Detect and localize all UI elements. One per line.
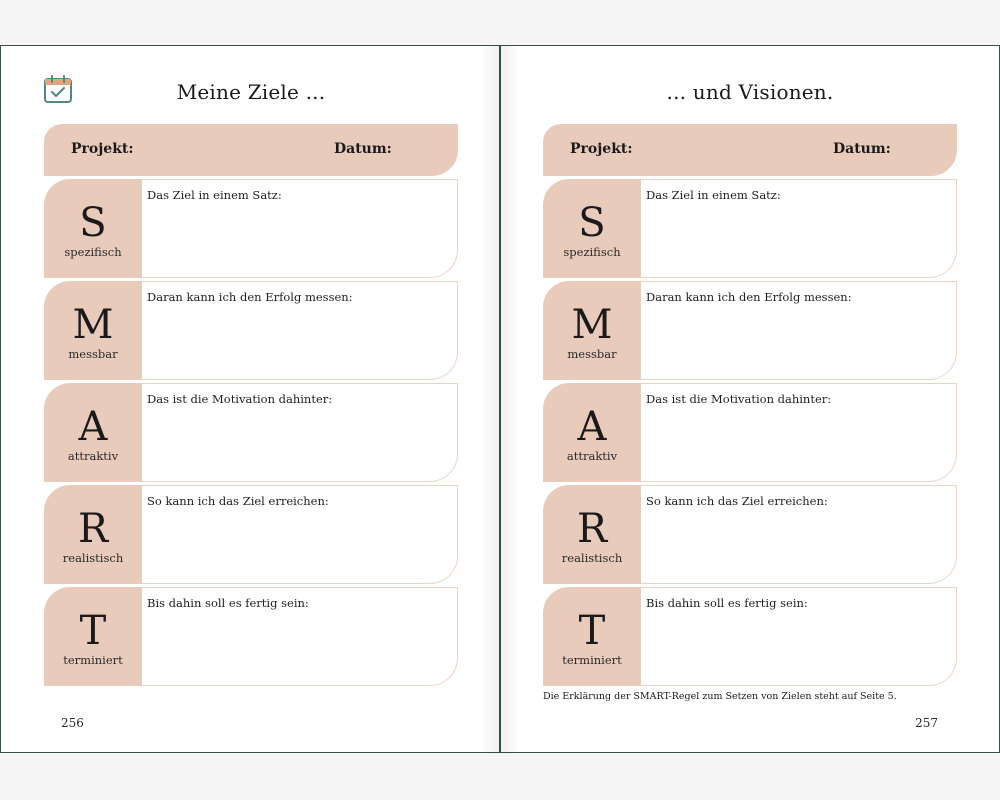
smart-letter: M <box>72 302 114 348</box>
smart-row-t <box>44 587 458 686</box>
smart-word: terminiert <box>63 653 123 667</box>
letter-box <box>543 281 641 380</box>
project-date-header <box>44 124 458 176</box>
field-prompt: Bis dahin soll es fertig sein: <box>147 596 309 610</box>
smart-row-r <box>44 485 458 584</box>
goal-sentence-field[interactable] <box>142 179 458 278</box>
success-measure-field[interactable] <box>142 281 458 380</box>
page-title: Meine Ziele ... <box>176 80 326 104</box>
smart-row-t <box>543 587 957 686</box>
smart-word: messbar <box>68 347 118 361</box>
right-page <box>500 45 1000 753</box>
date-label: Datum: <box>833 141 891 157</box>
smart-letter: M <box>571 302 613 348</box>
smart-word: realistisch <box>62 551 124 565</box>
achievement-plan-field[interactable] <box>142 485 458 584</box>
smart-letter: S <box>79 200 107 246</box>
field-prompt: So kann ich das Ziel erreichen: <box>147 494 329 508</box>
letter-box <box>543 485 641 584</box>
smart-letter: R <box>77 506 109 552</box>
book-spine <box>499 45 501 753</box>
left-page <box>0 45 500 753</box>
date-label: Datum: <box>334 141 392 157</box>
letter-box <box>543 179 641 278</box>
smart-letter: R <box>576 506 608 552</box>
field-prompt: Daran kann ich den Erfolg messen: <box>147 290 353 304</box>
motivation-field[interactable] <box>142 383 458 482</box>
field-prompt: Bis dahin soll es fertig sein: <box>646 596 808 610</box>
field-prompt: Das ist die Motivation dahinter: <box>646 392 832 406</box>
field-prompt: So kann ich das Ziel erreichen: <box>646 494 828 508</box>
smart-row-a <box>44 383 458 482</box>
page-number: 257 <box>915 716 938 730</box>
smart-word: attraktiv <box>566 449 618 463</box>
smart-letter: T <box>79 608 107 654</box>
smart-row-s <box>543 179 957 278</box>
project-label: Projekt: <box>570 141 633 157</box>
motivation-field[interactable] <box>641 383 957 482</box>
smart-row-m <box>543 281 957 380</box>
smart-row-m <box>44 281 458 380</box>
smart-letter: S <box>578 200 606 246</box>
deadline-field[interactable] <box>641 587 957 686</box>
letter-box <box>44 179 142 278</box>
smart-word: spezifisch <box>563 245 621 259</box>
goal-sentence-field[interactable] <box>641 179 957 278</box>
smart-word: attraktiv <box>67 449 119 463</box>
smart-word: terminiert <box>562 653 622 667</box>
smart-letter: A <box>577 404 607 450</box>
smart-row-s <box>44 179 458 278</box>
letter-box <box>44 281 142 380</box>
field-prompt: Das Ziel in einem Satz: <box>147 188 282 202</box>
letter-box <box>44 587 142 686</box>
success-measure-field[interactable] <box>641 281 957 380</box>
letter-box <box>543 383 641 482</box>
smart-word: spezifisch <box>64 245 122 259</box>
letter-box <box>44 485 142 584</box>
page-number: 256 <box>61 716 84 730</box>
page-title: ... und Visionen. <box>666 80 834 104</box>
letter-box <box>44 383 142 482</box>
smart-letter: T <box>578 608 606 654</box>
smart-row-r <box>543 485 957 584</box>
project-date-header <box>543 124 957 176</box>
achievement-plan-field[interactable] <box>641 485 957 584</box>
field-prompt: Das ist die Motivation dahinter: <box>147 392 333 406</box>
footnote: Die Erklärung der SMART-Regel zum Setzen von Zielen steht auf Seite 5. <box>543 691 897 702</box>
project-label: Projekt: <box>71 141 134 157</box>
smart-word: realistisch <box>561 551 623 565</box>
smart-word: messbar <box>567 347 617 361</box>
field-prompt: Daran kann ich den Erfolg messen: <box>646 290 852 304</box>
deadline-field[interactable] <box>142 587 458 686</box>
field-prompt: Das Ziel in einem Satz: <box>646 188 781 202</box>
letter-box <box>543 587 641 686</box>
smart-letter: A <box>78 404 108 450</box>
smart-row-a <box>543 383 957 482</box>
